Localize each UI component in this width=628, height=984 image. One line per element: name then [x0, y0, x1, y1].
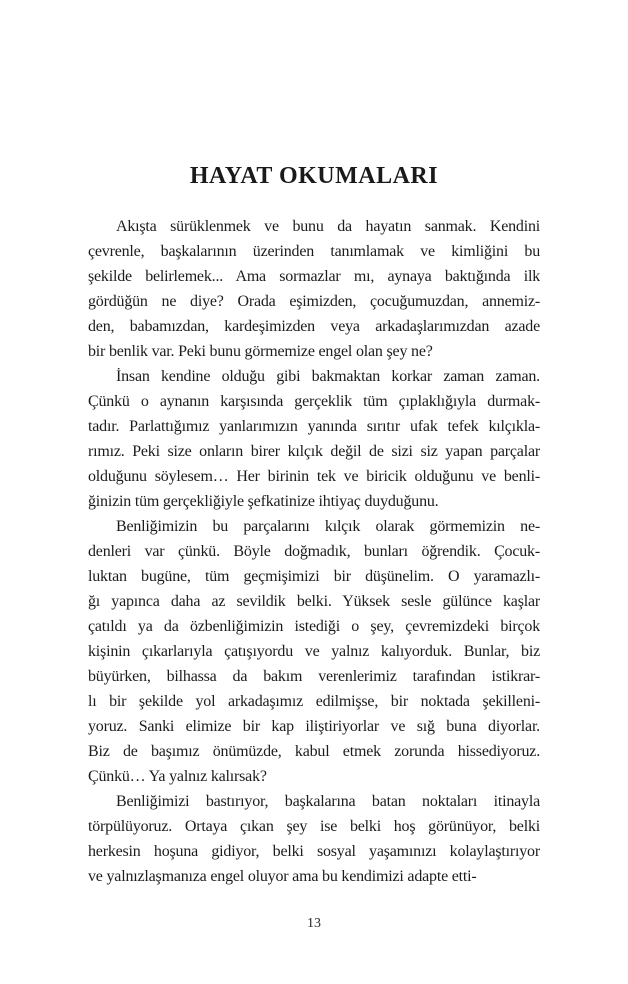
text-line: Çünkü o aynanın karşısında gerçeklik tüm çıplaklığıyla durmak-	[88, 393, 540, 410]
text-line: çevrenle, başkalarının üzerinden tanımlamak ve kimliğini bu	[88, 243, 540, 260]
paragraph	[88, 789, 540, 889]
text-line: olduğunu söylesem… Her birinin tek ve biricik olduğunu ve benli-	[88, 468, 540, 485]
text-line: herkesin hoşuna gidiyor, belki sosyal yaşamınızı kolaylaştırıyor	[88, 843, 540, 860]
text-line: bir benlik var. Peki bunu görmemize engel olan şey ne?	[88, 343, 433, 360]
paragraph	[88, 214, 540, 364]
text-line: Benliğimizin bu parçalarını kılçık olarak görmemizin ne-	[116, 518, 540, 535]
text-line: Çünkü… Ya yalnız kalırsak?	[88, 768, 267, 785]
text-line: çatıldı ya da özbenliğimizin istediği o şey, çevremizdeki birçok	[88, 618, 540, 635]
text-line: tadır. Parlattığımız yanlarımızın yanında sırıtır ufak tefek kılçıkla-	[88, 418, 540, 435]
chapter-title: HAYAT OKUMALARI	[189, 163, 439, 189]
text-line: ğinizin tüm gerçekliğiyle şefkatinize ihtiyaç duyduğunu.	[88, 493, 439, 510]
text-line: luktan bugüne, tüm geçmişimizi bir düşünelim. O yaramazlı-	[88, 568, 540, 585]
text-line: lı bir şekilde yol arkadaşımız edilmişse, bir noktada şekilleni-	[88, 693, 540, 710]
text-line: yoruz. Sanki elimize bir kap iliştiriyorlar ve sığ buna diyorlar.	[88, 718, 540, 735]
text-line: şekilde belirlemek... Ama sormazlar mı, aynaya baktığında ilk	[88, 268, 540, 285]
text-line: törpülüyoruz. Ortaya çıkan şey ise belki hoş görünüyor, belki	[88, 818, 540, 835]
text-line: ve yalnızlaşmanıza engel oluyor ama bu kendimizi adapte etti-	[88, 868, 477, 885]
body-text	[88, 214, 540, 889]
text-line: büyürken, bilhassa da bakım verenlerimiz tarafından istikrar-	[88, 668, 540, 685]
text-line: ğı yapınca daha az sevildik belki. Yüksek sesle gülünce kaşlar	[88, 593, 540, 610]
text-line: denleri var çünkü. Böyle doğmadık, bunları öğrendik. Çocuk-	[88, 543, 540, 560]
text-line: İnsan kendine olduğu gibi bakmaktan korkar zaman zaman.	[116, 368, 540, 385]
text-line: gördüğün ne diye? Orada eşimizden, çocuğumuzdan, annemiz-	[88, 293, 540, 310]
page-number: 13	[307, 916, 321, 931]
text-line: kişinin çıkarlarıyla çatışıyordu ve yalnız kalıyorduk. Bunlar, biz	[88, 643, 540, 660]
text-line: Benliğimizi bastırıyor, başkalarına batan noktaları itinayla	[116, 793, 540, 810]
text-line: rımız. Peki size onların birer kılçık değil de sizi siz yapan parçalar	[88, 443, 540, 460]
text-line: Akışta sürüklenmek ve bunu da hayatın sanmak. Kendini	[116, 218, 540, 235]
paragraph	[88, 364, 540, 514]
text-line: den, babamızdan, kardeşimizden veya arkadaşlarımızdan azade	[88, 318, 540, 335]
paragraph	[88, 514, 540, 789]
text-line: Biz de başımız önümüzde, kabul etmek zorunda hissediyoruz.	[88, 743, 540, 760]
